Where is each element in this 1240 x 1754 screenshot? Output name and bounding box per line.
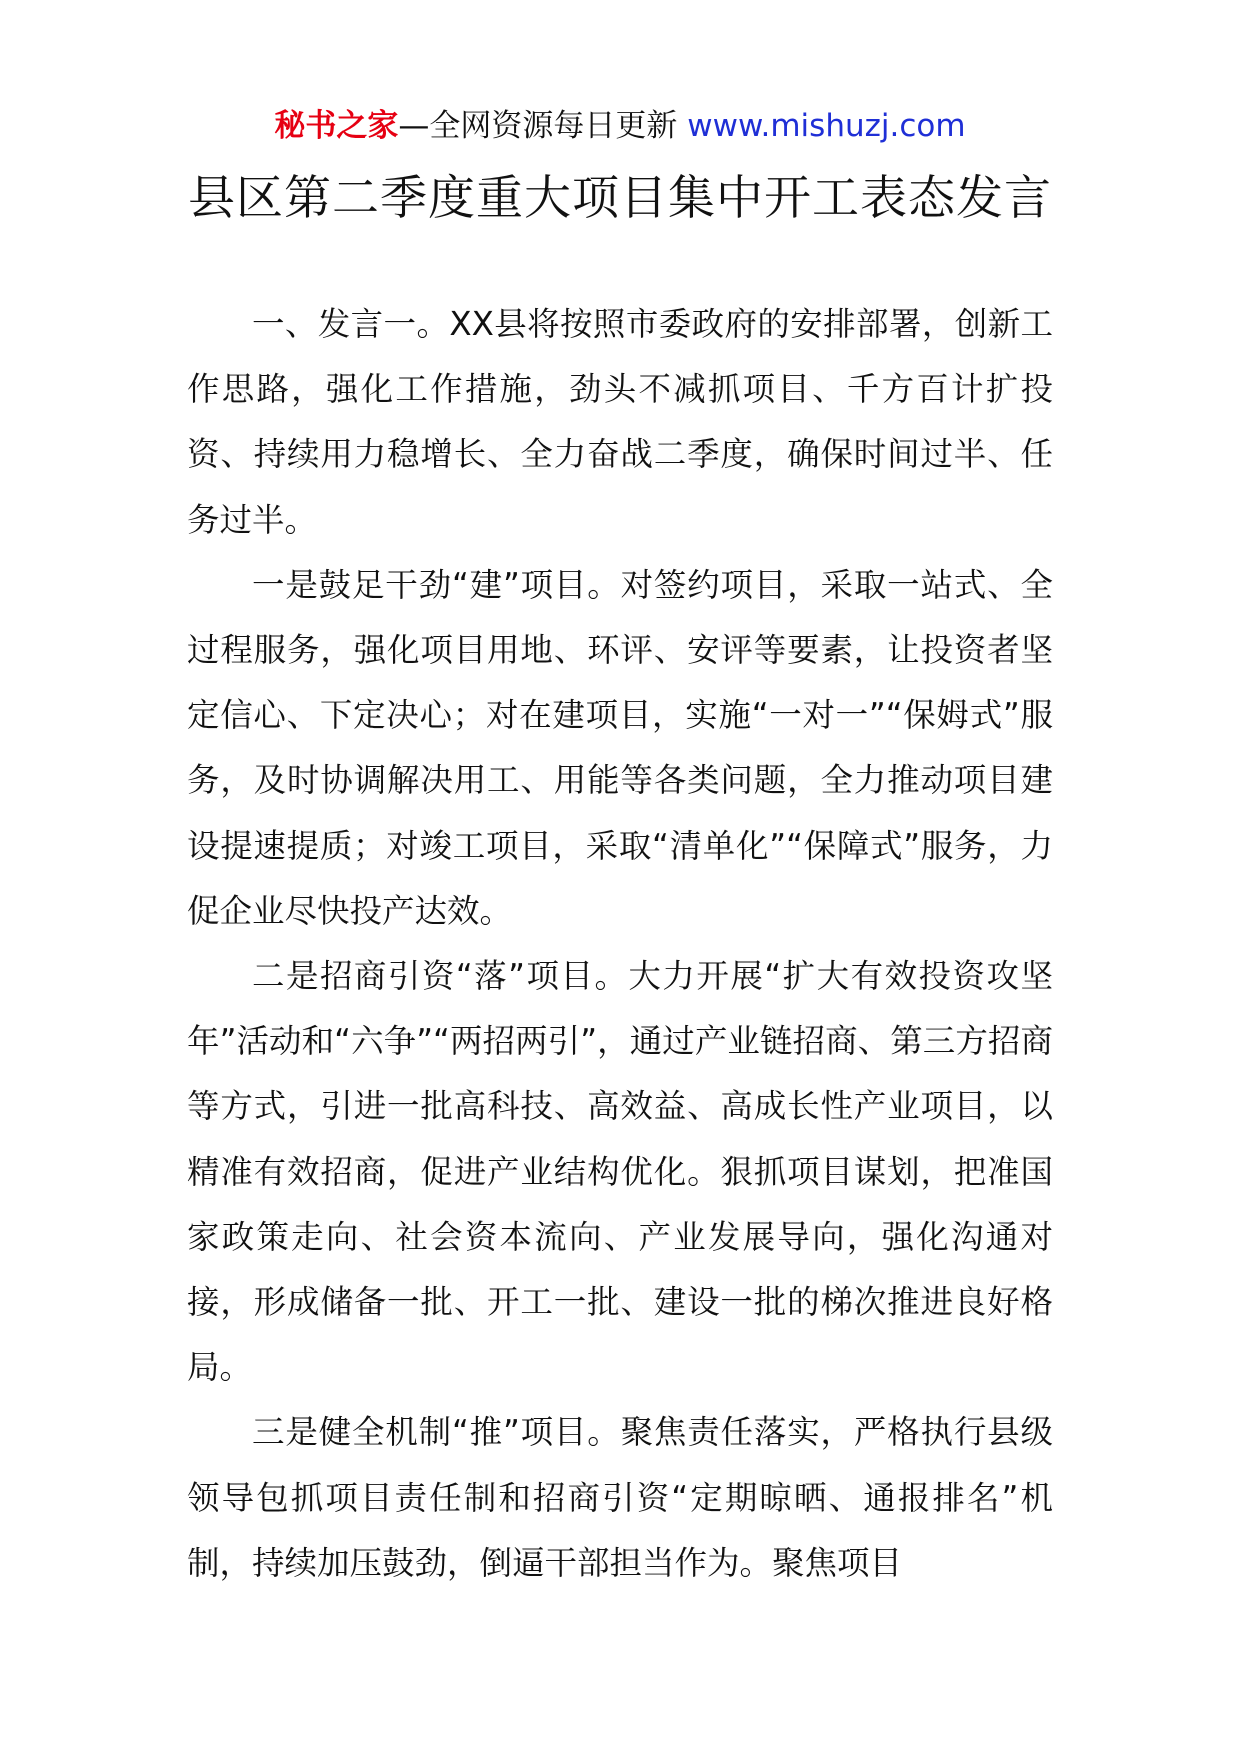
paragraph-point-two: 二是招商引资“落”项目。大力开展“扩大有效投资攻坚年”活动和“六争”“两招两引”，通过产业链招商、第三方招商等方式，引进一批高科技、高效益、高成长性产业项目，以精准有效招商，促进产业结构优化。狠抓项目谋划，把准国家政策走向、社会资本流向、产业发展导向，强化沟通对接，形成储备一批、开工一批、建设一批的梯次推进良好格局。: [187, 957, 1053, 1387]
site-name: 秘书之家: [274, 108, 399, 144]
paragraph-point-one: 一是鼓足干劲“建”项目。对签约项目，采取一站式、全过程服务，强化项目用地、环评、安评等要素，让投资者坚定信心、下定决心；对在建项目，实施“一对一”“保姆式”服务，及时协调解决用工、用能等各类问题，全力推动项目建设提速提质；对竣工项目，采取“清单化”“保障式”服务，力促企业尽快投产达效。: [187, 565, 1053, 930]
document-title: 县区第二季度重大项目集中开工表态发言: [188, 171, 1052, 226]
paragraph-point-three: 三是健全机制“推”项目。聚焦责任落实，严格执行县级领导包抓项目责任制和招商引资“定期晾晒、通报排名”机制，持续加压鼓劲，倒逼干部担当作为。聚焦项目: [187, 1413, 1053, 1582]
paragraph-intro: 一、发言一。XX县将按照市委政府的安排部署，创新工作思路，强化工作措施，劲头不减抓项目、千方百计扩投资、持续用力稳增长、全力奋战二季度，确保时间过半、任务过半。: [187, 305, 1053, 539]
site-url-link[interactable]: www.mishuzj.com: [687, 108, 966, 144]
site-header: [0, 104, 1240, 148]
site-tagline: —全网资源每日更新: [398, 108, 678, 144]
document-body: [187, 292, 1053, 1596]
